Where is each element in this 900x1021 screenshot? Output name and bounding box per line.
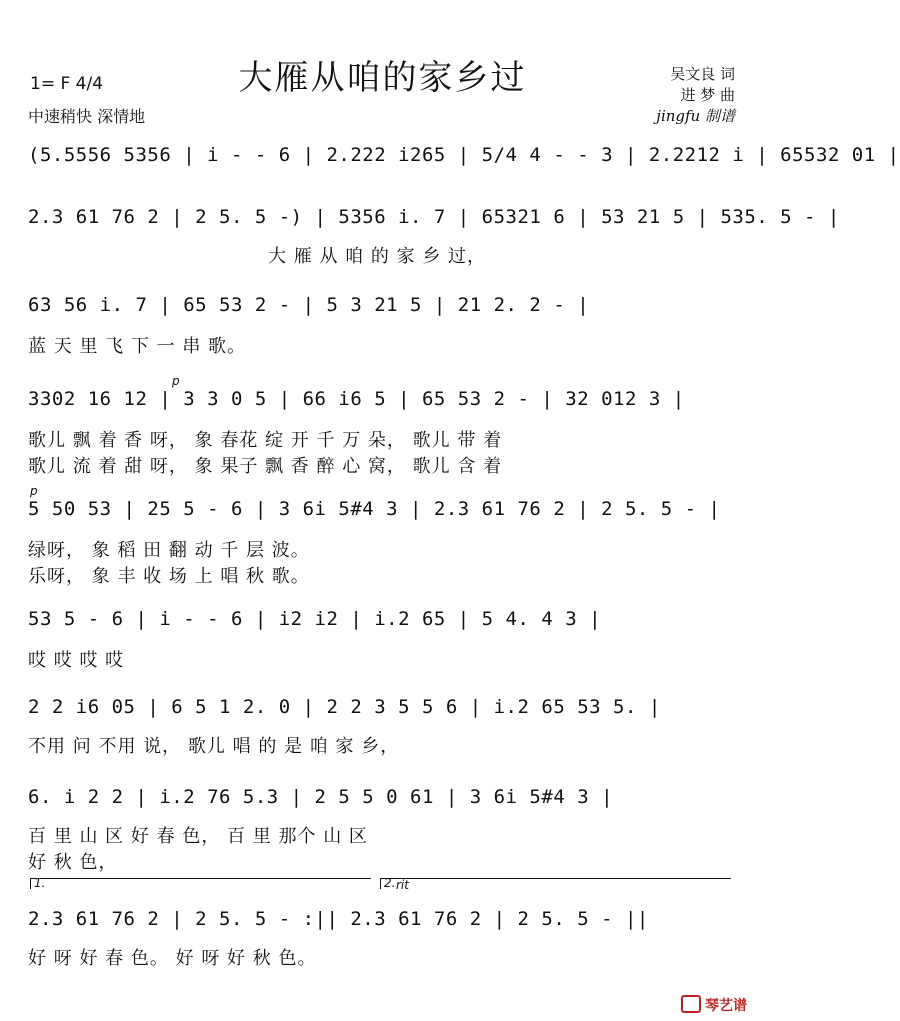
notation-row-9: 2.3 61 76 2 | 2 5. 5 - :|| 2.3 61 76 2 | 2 5. 5 - || bbox=[28, 908, 649, 930]
lyric-row-5-verse-1: 绿呀， 象 稻 田 翻 动 千 层 波。 bbox=[28, 540, 310, 561]
composer: 进 梦 曲 bbox=[680, 86, 735, 104]
watermark-text: 琴艺谱 bbox=[705, 998, 747, 1014]
credits bbox=[656, 64, 735, 127]
notation-row-5: 5 50 53 | 25 5 - 6 | 3 6i 5#4 3 | 2.3 61 76 2 | 2 5. 5 - | bbox=[28, 498, 721, 520]
lyricist: 吴文良 词 bbox=[670, 65, 735, 83]
notation-row-4: 3302 16 12 | 3 3 0 5 | 66 i6 5 | 65 53 2 - | 32 012 3 | bbox=[28, 388, 685, 410]
lyric-row-9: 好 呀 好 春 色。 好 呀 好 秋 色。 bbox=[28, 948, 317, 969]
lyric-row-4-verse-1: 歌儿 飘 着 香 呀， 象 春花 绽 开 千 万 朵， 歌儿 带 着 bbox=[28, 430, 503, 451]
volta-second bbox=[380, 878, 731, 889]
lyric-row-3: 蓝 天 里 飞 下 一 串 歌。 bbox=[28, 336, 247, 357]
lyric-row-8-verse-2: 好 秋 色， bbox=[28, 852, 118, 873]
notation-row-6: 53 5 - 6 | i - - 6 | i2 i2 | i.2 65 | 5 4. 4 3 | bbox=[28, 608, 602, 630]
watermark bbox=[681, 995, 747, 1015]
rit-marking: rit bbox=[396, 878, 409, 892]
dynamic-p-2: p bbox=[30, 484, 38, 498]
key-signature: 1= F 4/4 bbox=[30, 74, 104, 94]
lyric-row-5-verse-2: 乐呀， 象 丰 收 场 上 唱 秋 歌。 bbox=[28, 566, 310, 587]
arranger: jingfu 制谱 bbox=[656, 107, 735, 125]
notation-row-1: (5.5556 5356 | i - - 6 | 2.222 i265 | 5/4 4 - - 3 | 2.2212 i | 65532 01 | bbox=[28, 144, 900, 166]
song-title: 大雁从咱的家乡过 bbox=[238, 58, 527, 98]
tempo-marking: 中速稍快 深情地 bbox=[28, 107, 146, 126]
watermark-logo-icon bbox=[681, 995, 701, 1013]
lyric-row-4-verse-2: 歌儿 流 着 甜 呀， 象 果子 飘 香 醉 心 窝， 歌儿 含 着 bbox=[28, 456, 503, 477]
volta-first bbox=[30, 878, 371, 889]
notation-row-7: 2 2 i6 05 | 6 5 1 2. 0 | 2 2 3 5 5 6 | i.2 65 53 5. | bbox=[28, 696, 661, 718]
dynamic-p-1: p bbox=[172, 374, 180, 388]
notation-row-2: 2.3 61 76 2 | 2 5. 5 -) | 5356 i. 7 | 65321 6 | 53 21 5 | 535. 5 - | bbox=[28, 206, 840, 228]
lyric-row-8-verse-1: 百 里 山 区 好 春 色， 百 里 那个 山 区 bbox=[28, 826, 368, 847]
notation-row-8: 6. i 2 2 | i.2 76 5.3 | 2 5 5 0 61 | 3 6i 5#4 3 | bbox=[28, 786, 614, 808]
lyric-row-7: 不用 问 不用 说， 歌儿 唱 的 是 咱 家 乡， bbox=[28, 736, 400, 757]
volta-second-label: 2. bbox=[384, 876, 396, 890]
lyric-row-6: 哎 哎 哎 哎 bbox=[28, 650, 125, 671]
volta-first-label: 1. bbox=[34, 876, 46, 890]
notation-row-3: 63 56 i. 7 | 65 53 2 - | 5 3 21 5 | 21 2. 2 - | bbox=[28, 294, 590, 316]
lyric-row-2: 大 雁 从 咱 的 家 乡 过， bbox=[268, 246, 487, 267]
